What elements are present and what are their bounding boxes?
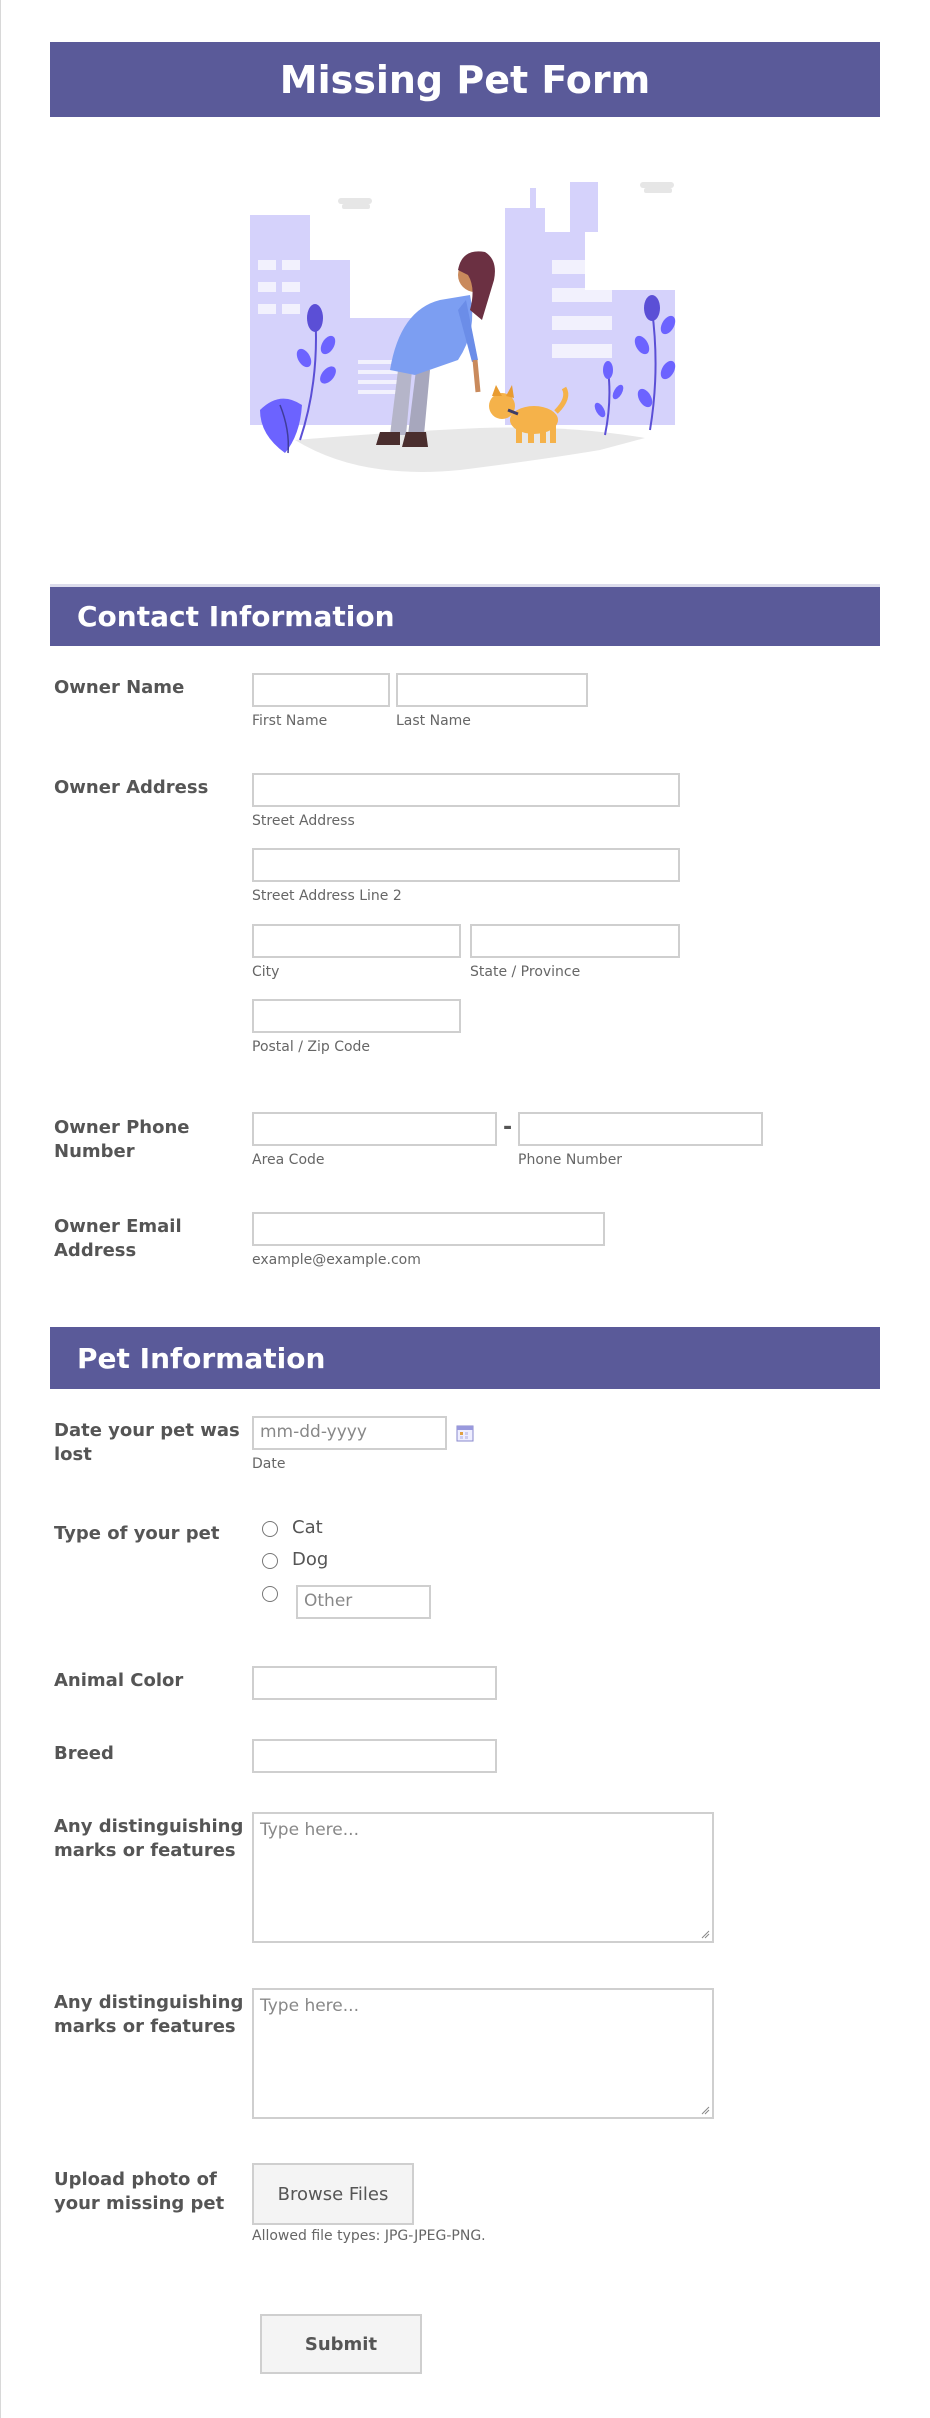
email-sublabel: example@example.com — [252, 1252, 421, 1268]
resize-handle-icon[interactable] — [700, 1929, 710, 1939]
form-title: Missing Pet Form — [50, 42, 880, 117]
first-name-input[interactable] — [252, 673, 390, 707]
email-input[interactable] — [252, 1212, 605, 1246]
street-address-input[interactable] — [252, 773, 680, 807]
city-input[interactable] — [252, 924, 461, 958]
last-name-input[interactable] — [396, 673, 588, 707]
radio-dog[interactable] — [262, 1553, 278, 1569]
street-address-sublabel: Street Address — [252, 813, 355, 829]
phone-number-input[interactable] — [518, 1112, 763, 1146]
state-province-sublabel: State / Province — [470, 964, 581, 980]
area-code-input[interactable] — [252, 1112, 497, 1146]
marks-textarea-1[interactable] — [252, 1812, 714, 1943]
phone-separator: - — [503, 1115, 513, 1140]
postal-zip-input[interactable] — [252, 999, 461, 1033]
marks-textarea-1-placeholder: Type here... — [260, 1820, 359, 1840]
street-address-line2-sublabel: Street Address Line 2 — [252, 888, 402, 904]
marks-label-1: Any distinguishing marks or features — [54, 1816, 244, 1861]
radio-dog-label: Dog — [292, 1549, 329, 1570]
state-province-input[interactable] — [470, 924, 680, 958]
animal-color-label: Animal Color — [54, 1670, 184, 1691]
radio-cat-label: Cat — [292, 1517, 323, 1538]
breed-input[interactable] — [252, 1739, 497, 1773]
marks-textarea-2[interactable] — [252, 1988, 714, 2119]
submit-button[interactable]: Submit — [260, 2314, 422, 2374]
postal-zip-sublabel: Postal / Zip Code — [252, 1039, 371, 1055]
city-sublabel: City — [252, 964, 280, 980]
browse-files-button[interactable]: Browse Files — [252, 2163, 414, 2225]
animal-color-input[interactable] — [252, 1666, 497, 1700]
street-address-line2-input[interactable] — [252, 848, 680, 882]
area-code-sublabel: Area Code — [252, 1152, 325, 1168]
other-pet-type-input[interactable]: Other — [296, 1585, 431, 1619]
section-header-pet: Pet Information — [50, 1327, 880, 1389]
breed-label: Breed — [54, 1743, 114, 1764]
marks-textarea-2-placeholder: Type here... — [260, 1996, 359, 2016]
upload-sublabel: Allowed file types: JPG-JPEG-PNG. — [252, 2228, 486, 2244]
woman-with-dog-illustration — [240, 170, 690, 500]
first-name-sublabel: First Name — [252, 713, 328, 729]
date-lost-input[interactable]: mm-dd-yyyy — [252, 1416, 447, 1450]
radio-cat[interactable] — [262, 1521, 278, 1537]
owner-email-label: Owner Email Address — [54, 1216, 182, 1261]
marks-label-2: Any distinguishing marks or features — [54, 1992, 244, 2037]
date-sublabel: Date — [252, 1456, 286, 1472]
phone-number-sublabel: Phone Number — [518, 1152, 623, 1168]
resize-handle-icon[interactable] — [700, 2105, 710, 2115]
date-lost-label: Date your pet was lost — [54, 1420, 240, 1465]
last-name-sublabel: Last Name — [396, 713, 471, 729]
calendar-icon[interactable] — [456, 1424, 474, 1442]
owner-phone-label: Owner Phone Number — [54, 1117, 190, 1162]
owner-address-label: Owner Address — [54, 777, 209, 798]
upload-label: Upload photo of your missing pet — [54, 2169, 225, 2214]
owner-name-label: Owner Name — [54, 677, 185, 698]
radio-other[interactable] — [262, 1586, 278, 1602]
pet-type-label: Type of your pet — [54, 1523, 220, 1544]
section-header-contact: Contact Information — [50, 584, 880, 646]
